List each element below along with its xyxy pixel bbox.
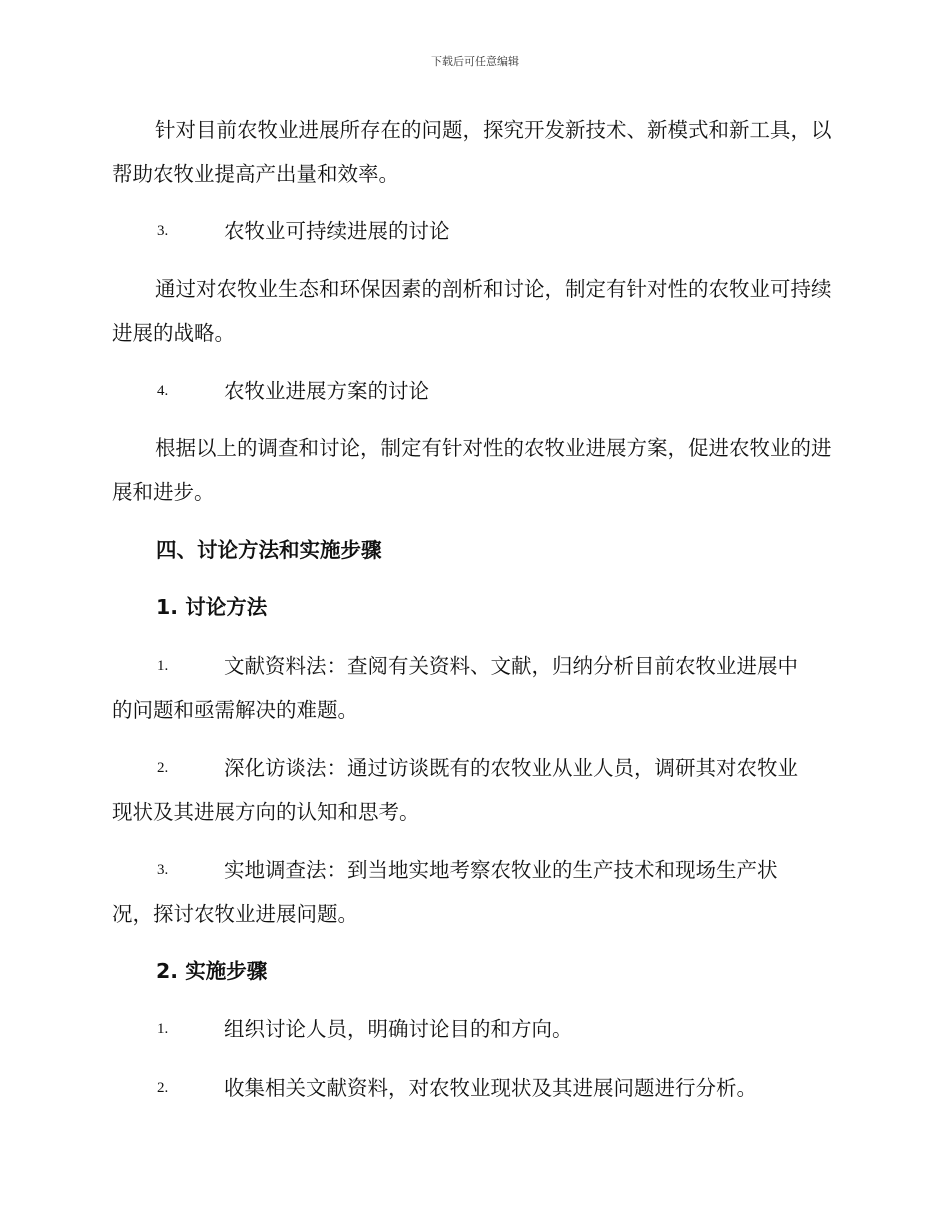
list-number: 1.	[157, 658, 169, 674]
paragraph: 针对目前农牧业进展所存在的问题，探究开发新技术、新模式和新工具，以帮助农牧业提高产出量和效率。	[112, 118, 832, 186]
list-item-text: 农牧业可持续进展的讨论	[224, 219, 450, 243]
section-heading: 四、讨论方法和实施步骤	[156, 538, 382, 562]
list-number: 2.	[157, 760, 169, 776]
list-number: 1.	[157, 1021, 169, 1037]
list-item-text: 实地调查法：到当地实地考察农牧业的生产技术和现场生产状	[224, 858, 778, 882]
list-item-text: 组织讨论人员，明确讨论目的和方向。	[224, 1017, 573, 1041]
subsection-heading: 1. 讨论方法	[156, 595, 268, 619]
list-number: 4.	[157, 383, 169, 399]
list-item-text: 农牧业进展方案的讨论	[224, 379, 429, 403]
subsection-heading: 2. 实施步骤	[156, 959, 268, 983]
list-number: 3.	[157, 223, 169, 239]
list-item-text: 文献资料法：查阅有关资料、文献，归纳分析目前农牧业进展中	[224, 654, 798, 678]
paragraph: 通过对农牧业生态和环保因素的剖析和讨论，制定有针对性的农牧业可持续进展的战略。	[112, 277, 832, 345]
list-item-text: 深化访谈法：通过访谈既有的农牧业从业人员，调研其对农牧业	[224, 756, 798, 780]
page-header: 下载后可任意编辑	[431, 55, 519, 68]
paragraph: 根据以上的调查和讨论，制定有针对性的农牧业进展方案，促进农牧业的进展和进步。	[112, 436, 832, 504]
list-number: 3.	[157, 862, 169, 878]
list-item-text: 收集相关文献资料，对农牧业现状及其进展问题进行分析。	[224, 1076, 757, 1100]
list-item-text-continued: 现状及其进展方向的认知和思考。	[112, 800, 420, 824]
list-number: 2.	[157, 1080, 169, 1096]
list-item-text-continued: 况，探讨农牧业进展问题。	[112, 902, 358, 926]
list-item-text-continued: 的问题和亟需解决的难题。	[112, 698, 358, 722]
